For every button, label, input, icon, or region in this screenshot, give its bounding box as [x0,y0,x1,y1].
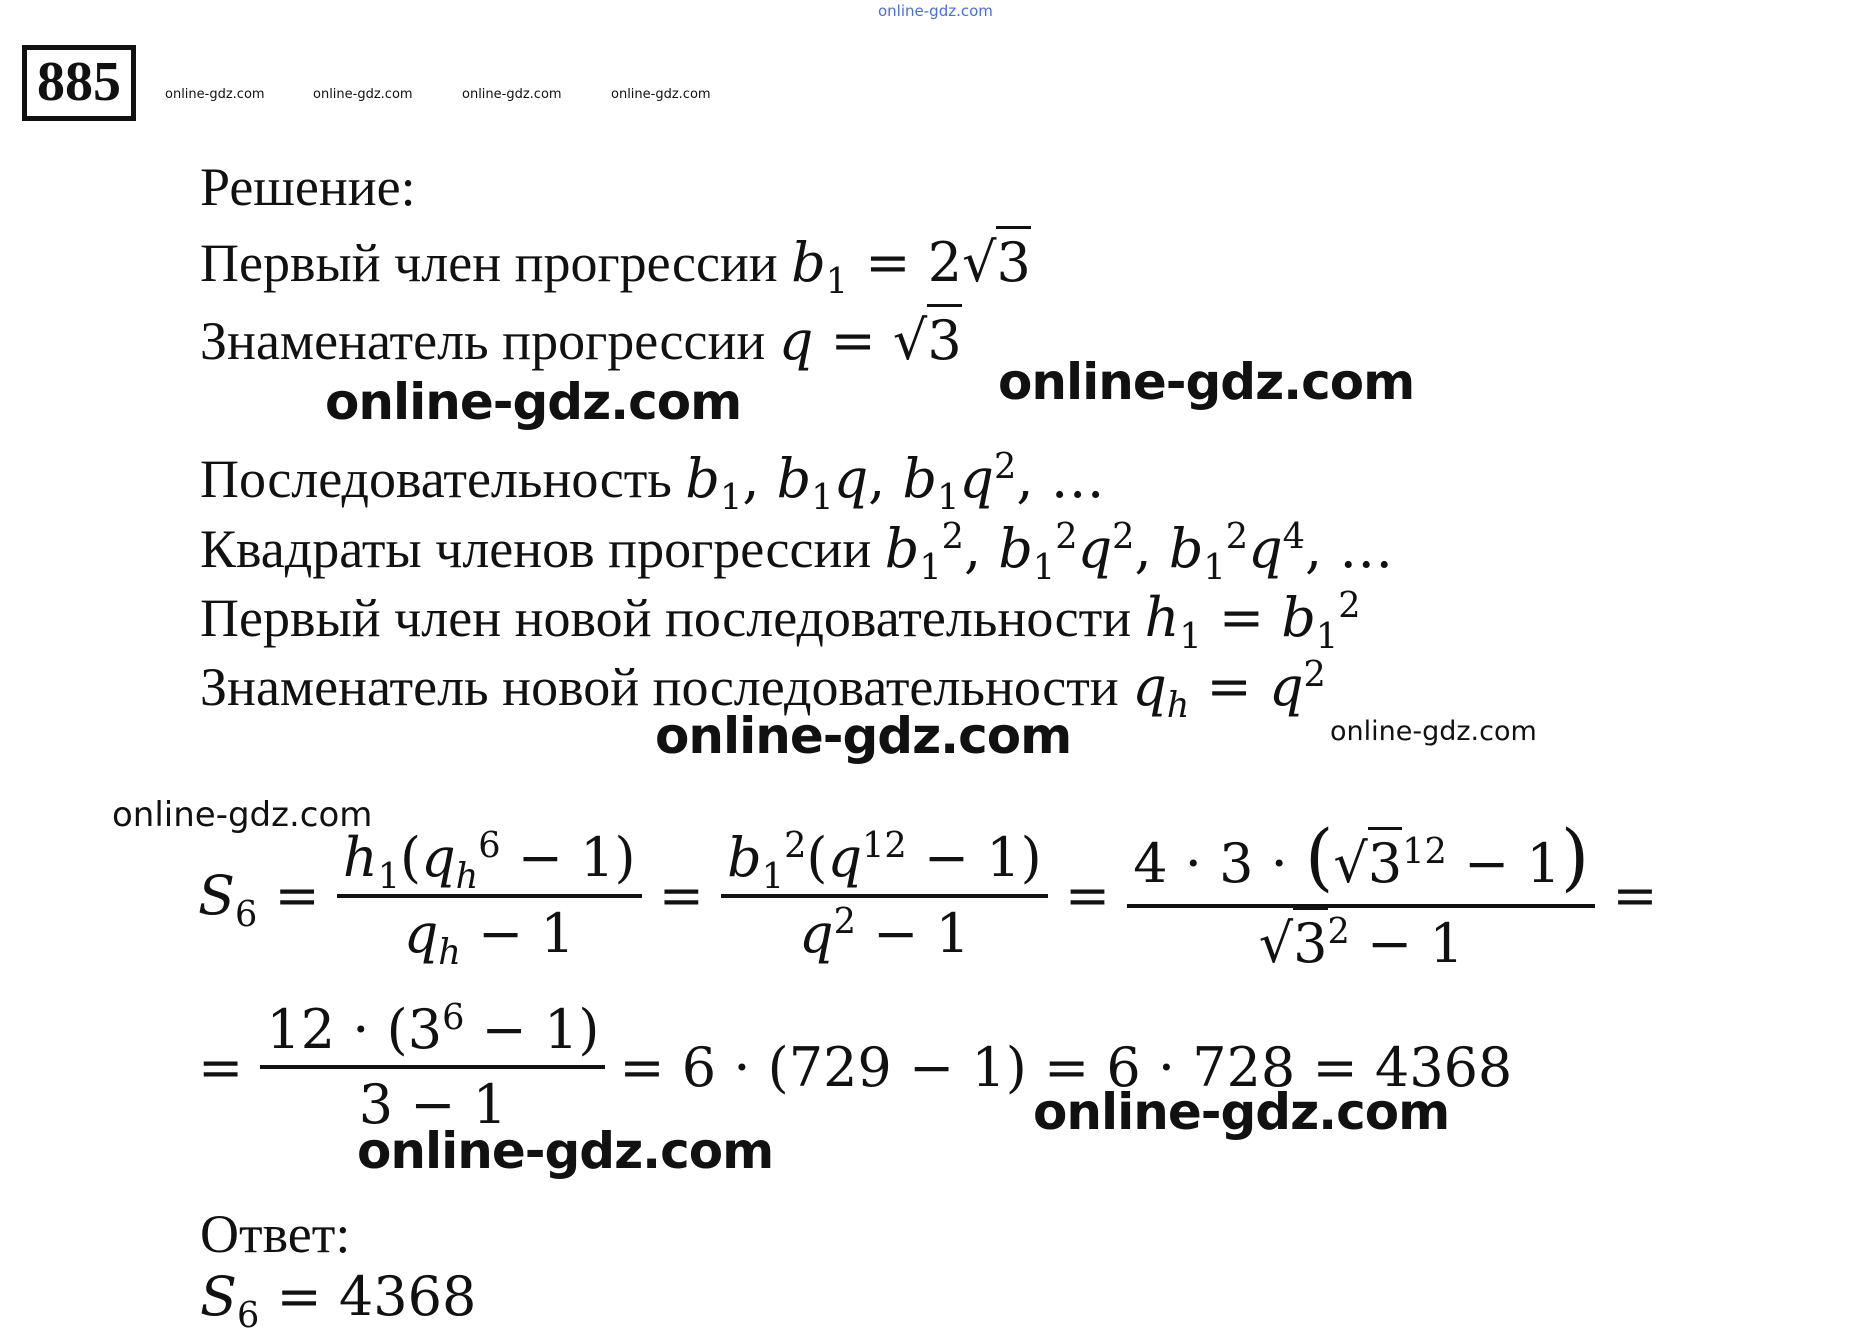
fraction-2: $\frac{b_1^2(q^{12} - 1)}{q^2 - 1}$ [721,828,1048,963]
fraction-4: $\frac{12 \cdot (3^6 - 1)}{3 - 1}$ [260,1000,605,1135]
fraction-3: $\frac{4 \cdot 3 \cdot (√3^{12} - 1)}{√3^2 - 1}$ [1127,818,1595,974]
new-first-term-formula: $h_1 = b_1^2$ [1144,585,1361,657]
watermark-bottom-left: online-gdz.com [357,1122,774,1180]
first-term-formula: $b_1 = 2√3$ [791,231,1031,294]
sum-symbol: $S_6$ = [198,864,337,935]
ratio-label: Знаменатель прогрессии [200,311,779,371]
ratio-line [200,309,962,372]
ratio-formula: q = √3 [779,309,962,372]
problem-number: 885 [22,45,136,121]
watermark-top: online-gdz.com [878,2,993,20]
new-ratio-formula: $q_h = q^2$ [1132,654,1326,726]
new-first-term-label: Первый член новой последовательности [200,588,1145,648]
watermark-row-3: online-gdz.com [462,87,562,102]
squares-label: Квадраты членов прогрессии [200,519,885,579]
first-term-label: Первый член прогрессии [200,233,792,293]
fraction-1: $\frac{h_1(q_h^6 - 1)}{q_h - 1}$ [337,828,642,963]
sum-formula-line-2: = $\frac{12 \cdot (3^6 - 1)}{3 - 1}$ = 6 · (729 − 1) = 6 · 728 = 4368 [198,997,1513,1137]
watermark-bottom-right: online-gdz.com [1033,1083,1450,1141]
new-ratio-line [200,654,1326,726]
watermark-mid-center: online-gdz.com [655,707,1072,765]
sum-result-chain: = 6 · (729 − 1) = 6 · 728 = 4368 [619,1035,1513,1099]
watermark-row-1: online-gdz.com [165,87,265,102]
sequence-formula: $b_1$, $b_1q$, $b_1q^2$, … [685,446,1105,518]
watermark-row-4: online-gdz.com [611,87,711,102]
new-first-term-line [200,585,1361,657]
answer-line: $S_6 = 4368$ [200,1265,477,1336]
watermark-row-2: online-gdz.com [313,87,413,102]
squares-line [200,516,1394,588]
sum-formula-line-1: $S_6$ = $\frac{h_1(q_h^6 - 1)}{q_h - 1}$ = $\frac{b_1^2(q^{12} - 1)}{q^2 - 1}$ = $\frac{4 \cdot 3 \cdot (√3^{12} - 1)}{√3^2 - 1}$ = [198,815,1658,976]
watermark-big-left: online-gdz.com [325,373,742,431]
answer-value: 4368 [338,1265,477,1328]
answer-heading: Ответ: [200,1204,351,1264]
squares-formula: $b_1^2$, $b_1^2q^2$, $b_1^2q^4$, … [884,516,1394,588]
sequence-label: Последовательность [200,449,686,509]
watermark-mid-right-small: online-gdz.com [1330,716,1537,747]
sequence-line [200,446,1105,518]
watermark-big-right: online-gdz.com [998,353,1415,411]
new-ratio-label: Знаменатель новой последовательности [200,657,1133,717]
first-term-line [200,231,1031,302]
solution-heading: Решение: [200,157,416,217]
watermark-left-mid: online-gdz.com [112,795,373,835]
